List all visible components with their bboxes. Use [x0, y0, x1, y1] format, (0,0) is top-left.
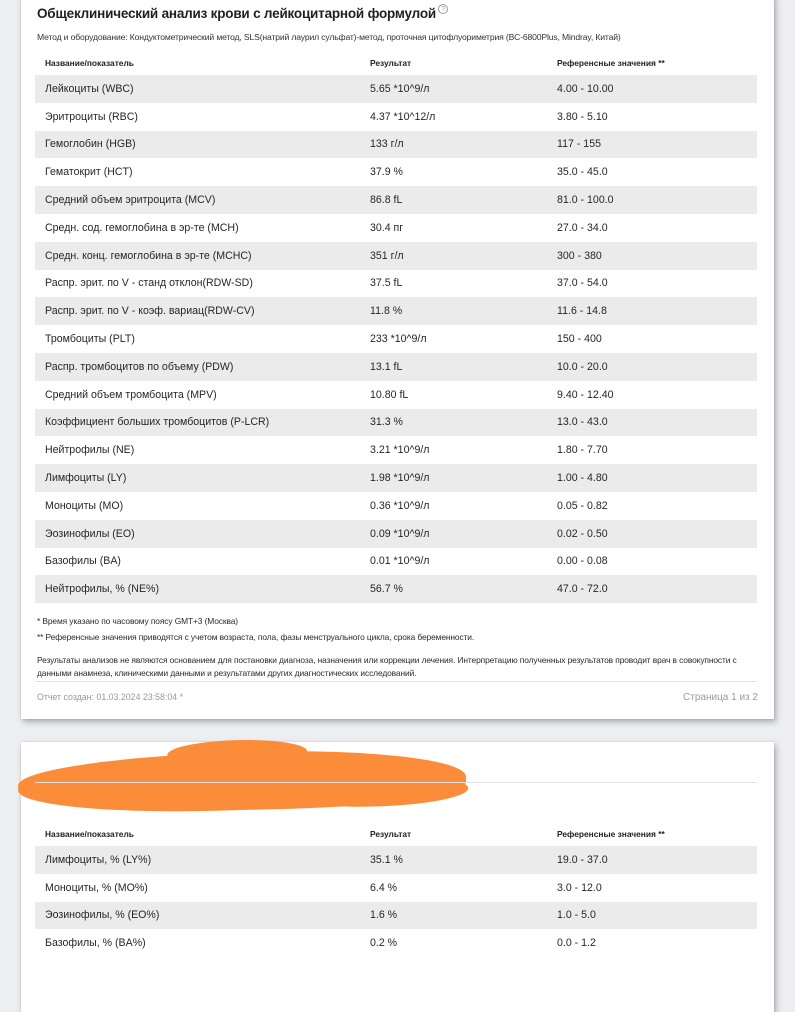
- header-reference: Референсные значения **: [557, 58, 665, 68]
- cell-name: Гемоглобин (HGB): [45, 138, 136, 151]
- timezone-note: * Время указано по часовому поясу GMT+3 (Москва): [37, 616, 238, 626]
- cell-name: Моноциты (MO): [45, 499, 124, 512]
- cell-name: Тромбоциты (PLT): [45, 333, 135, 346]
- cell-reference: 117 - 155: [557, 138, 601, 151]
- table-row: [35, 103, 757, 131]
- header-reference: Референсные значения **: [557, 829, 665, 839]
- cell-reference: 35.0 - 45.0: [557, 166, 608, 179]
- results-table: [35, 51, 757, 603]
- cell-reference: 37.0 - 54.0: [557, 277, 608, 290]
- cell-name: Средн. сод. гемоглобина в эр-те (MCH): [45, 221, 239, 234]
- cell-result: 4.37 *10^12/л: [370, 110, 436, 123]
- cell-result: 13.1 fL: [370, 360, 403, 373]
- cell-result: 1.6 %: [370, 909, 398, 922]
- table-row: [35, 131, 757, 159]
- cell-reference: 13.0 - 43.0: [557, 416, 608, 429]
- cell-name: Нейтрофилы (NE): [45, 444, 135, 457]
- cell-result: 233 *10^9/л: [370, 333, 427, 346]
- cell-reference: 300 - 380: [557, 249, 602, 262]
- cell-reference: 0.02 - 0.50: [557, 527, 608, 540]
- cell-reference: 1.00 - 4.80: [557, 472, 608, 485]
- cell-reference: 19.0 - 37.0: [557, 853, 608, 866]
- cell-reference: 3.80 - 5.10: [557, 110, 608, 123]
- table-row: [35, 846, 757, 874]
- header-result: Результат: [370, 58, 412, 68]
- cell-reference: 27.0 - 34.0: [557, 221, 608, 234]
- table-row: [35, 492, 757, 520]
- table-row: [35, 325, 757, 353]
- table-row: [35, 297, 757, 325]
- cell-name: Средн. конц. гемоглобина в эр-те (MCHC): [45, 249, 252, 262]
- header-name: Название/показатель: [45, 829, 134, 839]
- cell-reference: 1.80 - 7.70: [557, 444, 608, 457]
- cell-result: 351 г/л: [370, 249, 404, 262]
- cell-result: 0.2 %: [370, 937, 398, 950]
- table-row: [35, 409, 757, 437]
- cell-name: Средний объем тромбоцита (MPV): [45, 388, 217, 401]
- reference-note: ** Референсные значения приводятся с учетом возраста, пола, фазы менструального цикла, срока беременности.: [37, 632, 475, 642]
- table-row: [35, 874, 757, 902]
- report-title: Общеклинический анализ крови с лейкоцитарной формулой: [37, 6, 437, 21]
- table-row: [35, 381, 757, 409]
- cell-result: 56.7 %: [370, 583, 403, 596]
- method-description: Метод и оборудование: Кондуктометрический метод, SLS(натрий лаурил сульфат)-метод, проточная цитофлуориметрия (BC-6800Plus, Mindray, Китай): [37, 32, 621, 42]
- cell-result: 6.4 %: [370, 881, 398, 894]
- cell-name: Лимфоциты, % (LY%): [45, 853, 152, 866]
- cell-result: 0.01 *10^9/л: [370, 555, 430, 568]
- footer-divider: [35, 681, 757, 682]
- cell-result: 31.3 %: [370, 416, 403, 429]
- cell-reference: 150 - 400: [557, 333, 602, 346]
- cell-reference: 81.0 - 100.0: [557, 194, 614, 207]
- cell-result: 10.80 fL: [370, 388, 409, 401]
- table-header: [35, 822, 757, 846]
- cell-result: 5.65 *10^9/л: [370, 82, 430, 95]
- table-row: [35, 575, 757, 603]
- table-row: [35, 75, 757, 103]
- table-row: [35, 242, 757, 270]
- cell-name: Средний объем эритроцита (MCV): [45, 194, 216, 207]
- cell-result: 30.4 пг: [370, 221, 404, 234]
- cell-name: Коэффициент больших тромбоцитов (P-LCR): [45, 416, 270, 429]
- cell-result: 35.1 %: [370, 853, 403, 866]
- cell-name: Эритроциты (RBC): [45, 110, 138, 123]
- title-row: [37, 6, 448, 21]
- table-row: [35, 929, 757, 957]
- header-divider: [35, 782, 757, 783]
- table-row: [35, 270, 757, 298]
- cell-name: Моноциты, % (MO%): [45, 881, 148, 894]
- report-page-2: [21, 742, 774, 1012]
- question-circle-icon[interactable]: ?: [438, 4, 448, 14]
- report-created-timestamp: Отчет создан: 01.03.2024 23:58:04 *: [37, 692, 184, 702]
- footnotes: [37, 616, 762, 685]
- cell-name: Лимфоциты (LY): [45, 472, 127, 485]
- table-body: [35, 75, 757, 603]
- cell-name: Распр. эрит. по V - коэф. вариац(RDW-CV): [45, 305, 255, 318]
- table-row: [35, 353, 757, 381]
- report-page-1: [21, 0, 774, 719]
- cell-name: Лейкоциты (WBC): [45, 82, 134, 95]
- cell-reference: 10.0 - 20.0: [557, 360, 608, 373]
- cell-name: Базофилы, % (BA%): [45, 937, 146, 950]
- table-row: [35, 186, 757, 214]
- page-footer: [37, 692, 758, 703]
- cell-result: 86.8 fL: [370, 194, 403, 207]
- cell-reference: 0.05 - 0.82: [557, 499, 608, 512]
- cell-reference: 0.0 - 1.2: [557, 937, 596, 950]
- redaction-scribble: [17, 746, 466, 816]
- header-name: Название/показатель: [45, 58, 134, 68]
- cell-result: 0.36 *10^9/л: [370, 499, 430, 512]
- cell-name: Эозинофилы, % (EO%): [45, 909, 160, 922]
- cell-reference: 1.0 - 5.0: [557, 909, 596, 922]
- table-row: [35, 158, 757, 186]
- cell-result: 37.5 fL: [370, 277, 403, 290]
- cell-reference: 0.00 - 0.08: [557, 555, 608, 568]
- cell-reference: 11.6 - 14.8: [557, 305, 607, 318]
- cell-result: 1.98 *10^9/л: [370, 472, 430, 485]
- table-row: [35, 520, 757, 548]
- cell-reference: 9.40 - 12.40: [557, 388, 614, 401]
- table-row: [35, 548, 757, 576]
- cell-result: 11.8 %: [370, 305, 403, 318]
- cell-result: 37.9 %: [370, 166, 403, 179]
- table-body: [35, 846, 757, 957]
- cell-reference: 47.0 - 72.0: [557, 583, 608, 596]
- cell-result: 3.21 *10^9/л: [370, 444, 430, 457]
- cell-reference: 3.0 - 12.0: [557, 881, 602, 894]
- cell-name: Распр. эрит. по V - станд отклон(RDW-SD): [45, 277, 253, 290]
- results-table-continued: [35, 822, 757, 957]
- table-row: [35, 464, 757, 492]
- table-row: [35, 436, 757, 464]
- cell-name: Эозинофилы (EO): [45, 527, 135, 540]
- table-header: [35, 51, 757, 75]
- disclaimer: Результаты анализов не являются основанием для постановки диагноза, назначения или коррекции лечения. Интерпретацию полученных результатов проводит врач в совокупности с данными анамнеза, клиническими данными и результатами других диагностических исследований.: [37, 655, 737, 678]
- cell-reference: 4.00 - 10.00: [557, 82, 614, 95]
- header-result: Результат: [370, 829, 412, 839]
- cell-result: 0.09 *10^9/л: [370, 527, 430, 540]
- cell-name: Нейтрофилы, % (NE%): [45, 583, 159, 596]
- cell-result: 133 г/л: [370, 138, 404, 151]
- table-row: [35, 902, 757, 930]
- cell-name: Распр. тромбоцитов по объему (PDW): [45, 360, 234, 373]
- table-row: [35, 214, 757, 242]
- page-number: Страница 1 из 2: [683, 692, 758, 703]
- cell-name: Базофилы (BA): [45, 555, 121, 568]
- cell-name: Гематокрит (HCT): [45, 166, 133, 179]
